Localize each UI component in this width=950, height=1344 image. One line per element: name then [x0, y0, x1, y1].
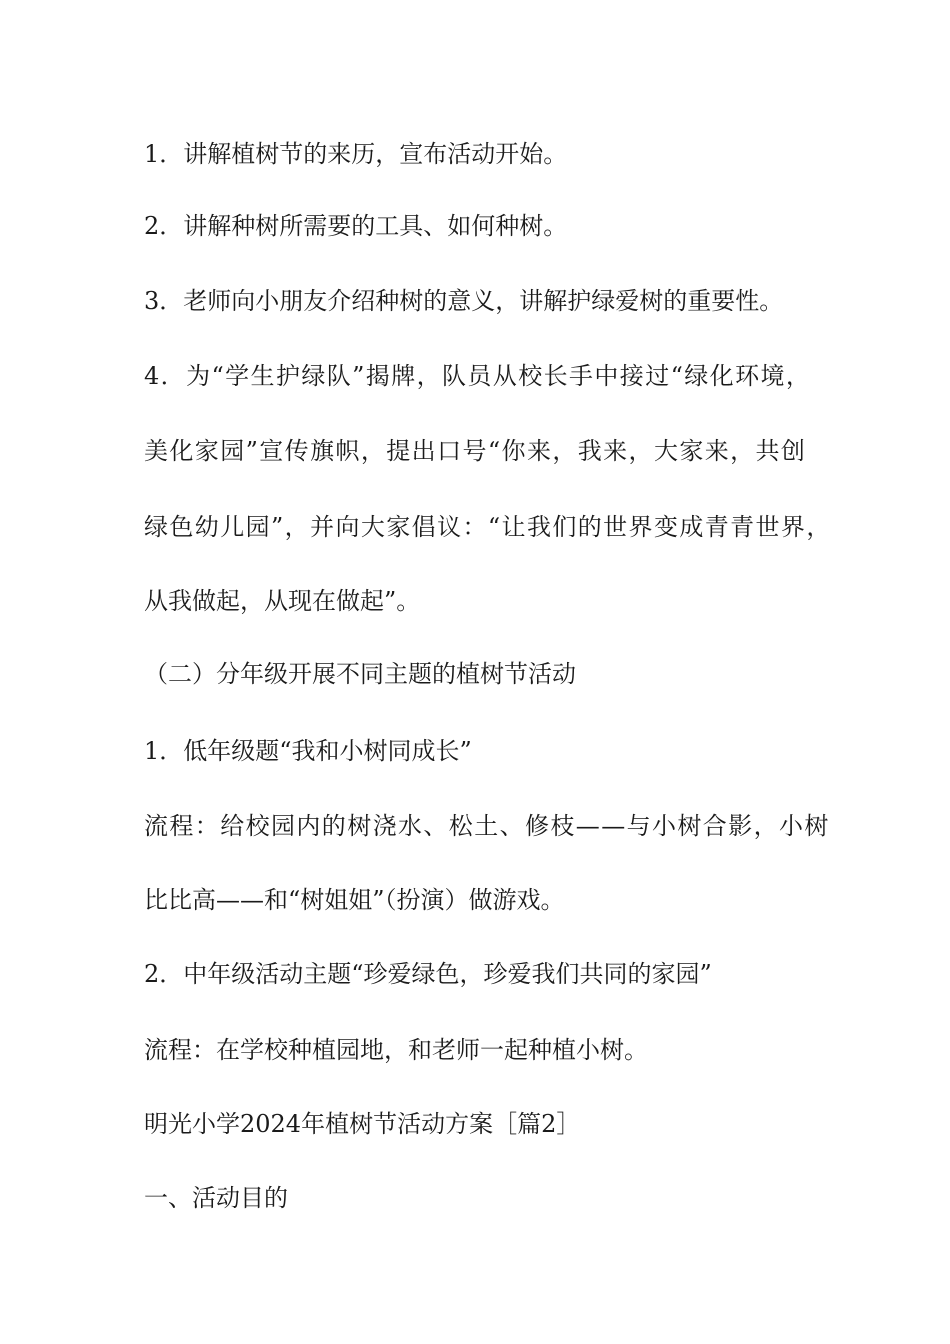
list-item-4-line-2: 美化家园”宣传旗帜，提出口号“你来，我来，大家来，共创: [144, 437, 807, 465]
list-item-4-line-1: 4．为“学生护绿队”揭牌，队员从校长手中接过“绿化环境，: [144, 362, 812, 390]
list-item-3-meaning: 3．老师向小朋友介绍种树的意义，讲解护绿爱树的重要性。: [144, 287, 784, 315]
list-item-1-history: 1．讲解植树节的来历，宣布活动开始。: [144, 140, 568, 168]
grade-item-1-process-line-2: 比比高——和“树姐姐”（扮演）做游戏。: [144, 886, 565, 914]
grade-item-2-title: 2．中年级活动主题“珍爱绿色，珍爱我们共同的家园”: [144, 960, 712, 988]
list-item-2-tools: 2．讲解种树所需要的工具、如何种树。: [144, 212, 568, 240]
grade-item-1-title: 1．低年级题“我和小树同成长”: [144, 737, 472, 765]
list-item-4-line-4: 从我做起，从现在做起”。: [144, 587, 421, 615]
list-item-4-line-3: 绿色幼儿园”，并向大家倡议：“让我们的世界变成青青世界，: [144, 513, 832, 541]
section-heading-grade-activities: （二）分年级开展不同主题的植树节活动: [144, 660, 576, 688]
plan-title-part-2: 明光小学2024年植树节活动方案［篇2］: [144, 1110, 581, 1138]
grade-item-1-process-line-1: 流程：给校园内的树浇水、松土、修枝——与小树合影，小树: [144, 812, 830, 840]
section-heading-purpose: 一、活动目的: [144, 1184, 288, 1212]
grade-item-2-process: 流程：在学校种植园地，和老师一起种植小树。: [144, 1036, 648, 1064]
